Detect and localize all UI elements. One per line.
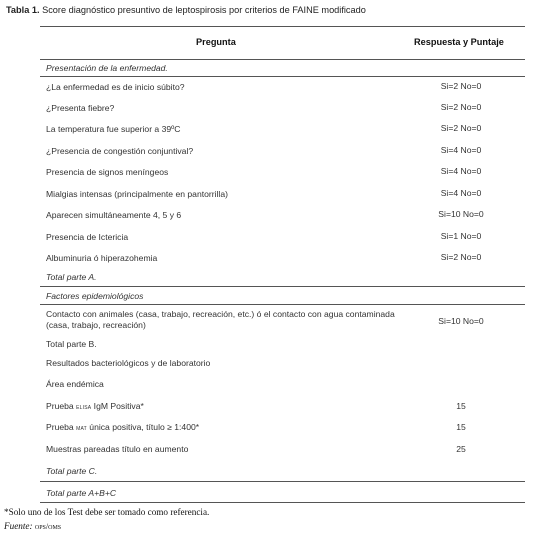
rule-bottom	[40, 502, 525, 503]
rule-total-c	[40, 481, 525, 482]
prueba-elisa-sc: elisa	[76, 402, 92, 411]
footnote: *Solo uno de los Test debe ser tomado como referencia.	[4, 507, 210, 517]
table-row-question: Aparecen simultáneamente 4, 5 y 6	[46, 210, 182, 220]
prueba-elisa-pre: Prueba	[46, 401, 77, 411]
table-row-score: Si=4 No=0	[440, 188, 482, 198]
header-question: Pregunta	[196, 37, 236, 47]
prueba-elisa-post: IgM Positiva*	[91, 401, 144, 411]
source-line	[4, 521, 61, 531]
table-row-question: ¿La enfermedad es de inicio súbito?	[46, 82, 185, 92]
table-row-question: ¿Presencia de congestión conjuntival?	[46, 146, 194, 156]
table-row-score: Si=2 No=0	[440, 102, 482, 112]
table-row-score: Si=4 No=0	[440, 166, 482, 176]
table-row-score: Si=2 No=0	[440, 252, 482, 262]
resultados-label: Resultados bacteriológicos y de laboratorio	[46, 358, 211, 368]
source-label: Fuente:	[4, 521, 33, 531]
prueba-mat-pre: Prueba	[46, 422, 77, 432]
table-row-score: Si=1 No=0	[440, 231, 482, 241]
table-row-question: Albuminuria ó hiperazohemia	[46, 253, 158, 263]
caption-label: Tabla 1.	[6, 5, 40, 15]
table-row-question: Presencia de Ictericia	[46, 232, 129, 242]
prueba-mat-sc: mat	[76, 423, 87, 432]
table-row-score: Si=2 No=0	[440, 123, 482, 133]
table-row-score: 15	[456, 401, 466, 411]
table-row-score: Si=10 No=0	[438, 316, 484, 326]
table-caption	[6, 5, 366, 15]
table-row-question: Contacto con animales (casa, trabajo, recreación, etc.) ó el contacto con agua contaminada (casa, trabajo, recreación)	[46, 309, 395, 330]
table-row-question: ¿Presenta fiebre?	[46, 103, 115, 113]
header-score: Respuesta y Puntaje	[414, 37, 504, 47]
table-row-question: Muestras pareadas título en aumento	[46, 444, 189, 454]
total-part-c: Total parte C.	[46, 466, 98, 476]
total-part-a: Total parte A.	[46, 272, 97, 282]
source-text: ops/oms	[34, 522, 62, 531]
table-row-score: Si=4 No=0	[440, 145, 482, 155]
table-row-score: Si=2 No=0	[440, 81, 482, 91]
rule-section-a	[40, 76, 525, 77]
section-presentacion: Presentación de la enfermedad.	[46, 63, 168, 73]
table-row-question: La temperatura fue superior a 39ºC	[46, 124, 181, 134]
total-part-abc: Total parte A+B+C	[46, 488, 117, 498]
total-part-b: Total parte B.	[46, 339, 97, 349]
section-factores: Factores epidemiológicos	[46, 291, 144, 301]
table-row-question: Presencia de signos meníngeos	[46, 167, 169, 177]
caption-text: Score diagnóstico presuntivo de leptospirosis por criterios de FAINE modificado	[39, 5, 366, 15]
prueba-mat-post: única positiva, título ≥ 1:400*	[86, 422, 200, 432]
rule-top	[40, 26, 525, 27]
rule-total-a	[40, 286, 525, 287]
table-row-question	[46, 422, 199, 432]
area-endemica-label: Área endémica	[46, 379, 104, 389]
table-row-score: 25	[456, 444, 466, 454]
rule-section-b	[40, 304, 525, 305]
rule-header	[40, 59, 525, 60]
table-row-question	[46, 401, 144, 411]
table-row-score: Si=10 No=0	[438, 209, 484, 219]
table-row-question: Mialgias intensas (principalmente en pantorrilla)	[46, 189, 228, 199]
table-row-score: 15	[456, 422, 466, 432]
